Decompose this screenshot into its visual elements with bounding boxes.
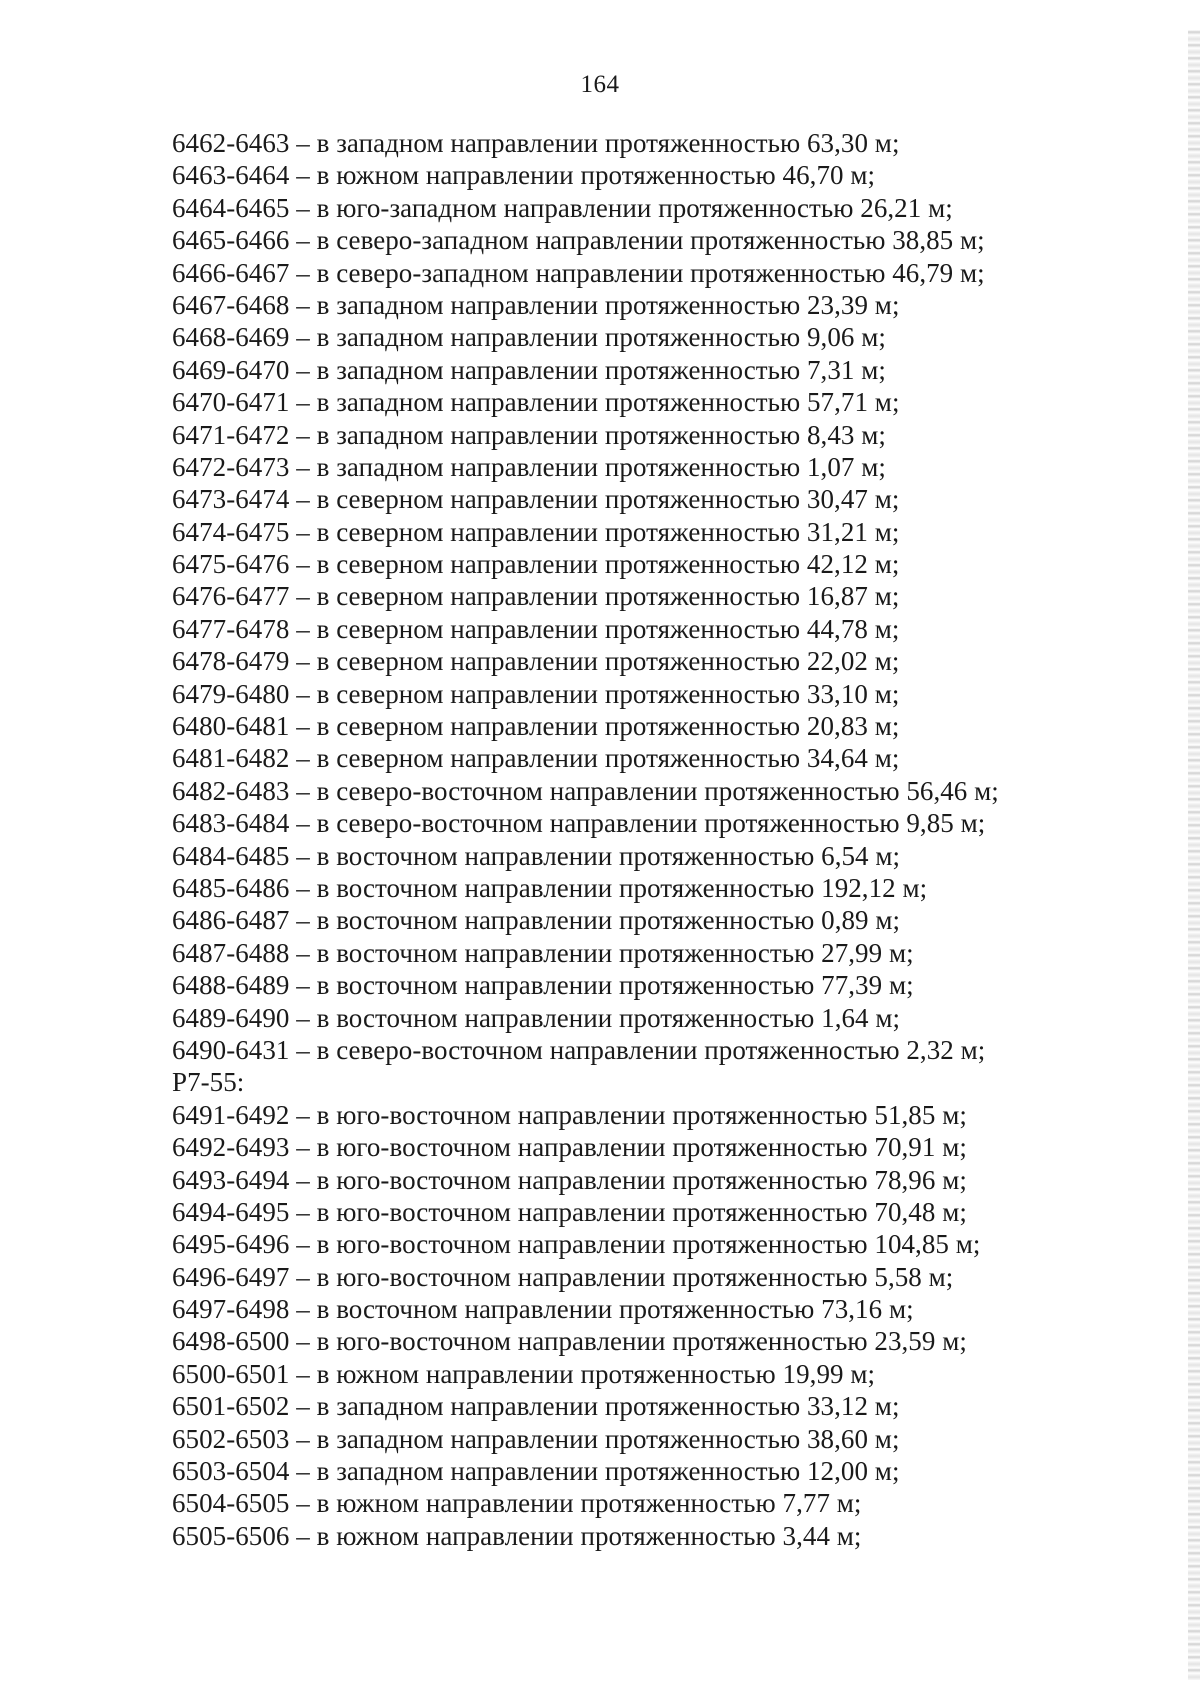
segment-line: 6474-6475 – в северном направлении протяженностью 31,21 м;	[172, 516, 900, 547]
segment-line: 6471-6472 – в западном направлении протяженностью 8,43 м;	[172, 419, 886, 450]
segment-line: 6501-6502 – в западном направлении протяженностью 33,12 м;	[172, 1391, 900, 1422]
segment-line: 6494-6495 – в юго-восточном направлении протяженностью 70,48 м;	[172, 1196, 967, 1227]
segment-line: 6478-6479 – в северном направлении протяженностью 22,02 м;	[172, 646, 900, 677]
segment-line: 6477-6478 – в северном направлении протяженностью 44,78 м;	[172, 613, 900, 644]
segment-line: 6486-6487 – в восточном направлении протяженностью 0,89 м;	[172, 905, 901, 936]
segment-line: 6466-6467 – в северо-западном направлении протяженностью 46,79 м;	[172, 257, 985, 288]
segment-line: 6503-6504 – в западном направлении протяженностью 12,00 м;	[172, 1456, 900, 1487]
segment-line: 6504-6505 – в южном направлении протяженностью 7,77 м;	[172, 1488, 862, 1519]
segment-line: 6492-6493 – в юго-восточном направлении протяженностью 70,91 м;	[172, 1132, 967, 1163]
segment-line: 6491-6492 – в юго-восточном направлении протяженностью 51,85 м;	[172, 1099, 967, 1130]
segment-line: 6490-6431 – в северо-восточном направлении протяженностью 2,32 м;	[172, 1034, 986, 1065]
segment-line: 6497-6498 – в восточном направлении протяженностью 73,16 м;	[172, 1294, 914, 1325]
segment-line: 6465-6466 – в северо-западном направлении протяженностью 38,85 м;	[172, 225, 985, 256]
segment-line: 6482-6483 – в северо-восточном направлении протяженностью 56,46 м;	[172, 775, 999, 806]
segment-line: 6468-6469 – в западном направлении протяженностью 9,06 м;	[172, 322, 886, 353]
segment-line: 6502-6503 – в западном направлении протяженностью 38,60 м;	[172, 1423, 900, 1454]
segment-line: 6493-6494 – в юго-восточном направлении протяженностью 78,96 м;	[172, 1164, 967, 1195]
segment-line: 6473-6474 – в северном направлении протяженностью 30,47 м;	[172, 484, 900, 515]
scan-edge-artifact	[1188, 30, 1200, 1680]
segment-line: 6464-6465 – в юго-западном направлении протяженностью 26,21 м;	[172, 192, 953, 223]
segment-line: 6487-6488 – в восточном направлении протяженностью 27,99 м;	[172, 937, 914, 968]
segment-line: 6472-6473 – в западном направлении протяженностью 1,07 м;	[172, 451, 886, 482]
segment-line: 6481-6482 – в северном направлении протяженностью 34,64 м;	[172, 743, 900, 774]
segment-line: 6498-6500 – в юго-восточном направлении протяженностью 23,59 м;	[172, 1326, 967, 1357]
section-heading: Р7-55:	[172, 1067, 245, 1098]
segment-line: 6489-6490 – в восточном направлении протяженностью 1,64 м;	[172, 1002, 901, 1033]
page-number: 164	[580, 71, 620, 98]
segment-line: 6496-6497 – в юго-восточном направлении протяженностью 5,58 м;	[172, 1261, 954, 1292]
segment-line: 6475-6476 – в северном направлении протяженностью 42,12 м;	[172, 549, 900, 580]
segment-line: 6470-6471 – в западном направлении протяженностью 57,71 м;	[172, 387, 900, 418]
segment-line: 6485-6486 – в восточном направлении протяженностью 192,12 м;	[172, 872, 928, 903]
segment-line: 6488-6489 – в восточном направлении протяженностью 77,39 м;	[172, 970, 914, 1001]
segment-line: 6476-6477 – в северном направлении протяженностью 16,87 м;	[172, 581, 900, 612]
segment-line: 6483-6484 – в северо-восточном направлении протяженностью 9,85 м;	[172, 808, 986, 839]
segment-line: 6479-6480 – в северном направлении протяженностью 33,10 м;	[172, 678, 900, 709]
boundary-segment-list	[172, 127, 1072, 1552]
segment-line: 6484-6485 – в восточном направлении протяженностью 6,54 м;	[172, 840, 901, 871]
segment-line: 6495-6496 – в юго-восточном направлении протяженностью 104,85 м;	[172, 1229, 981, 1260]
segment-line: 6469-6470 – в западном направлении протяженностью 7,31 м;	[172, 354, 886, 385]
segment-line: 6467-6468 – в западном направлении протяженностью 23,39 м;	[172, 289, 900, 320]
segment-line: 6480-6481 – в северном направлении протяженностью 20,83 м;	[172, 711, 900, 742]
segment-line: 6463-6464 – в южном направлении протяженностью 46,70 м;	[172, 160, 876, 191]
segment-line: 6500-6501 – в южном направлении протяженностью 19,99 м;	[172, 1358, 876, 1389]
segment-line: 6462-6463 – в западном направлении протяженностью 63,30 м;	[172, 128, 900, 158]
segment-line: 6505-6506 – в южном направлении протяженностью 3,44 м;	[172, 1520, 862, 1551]
